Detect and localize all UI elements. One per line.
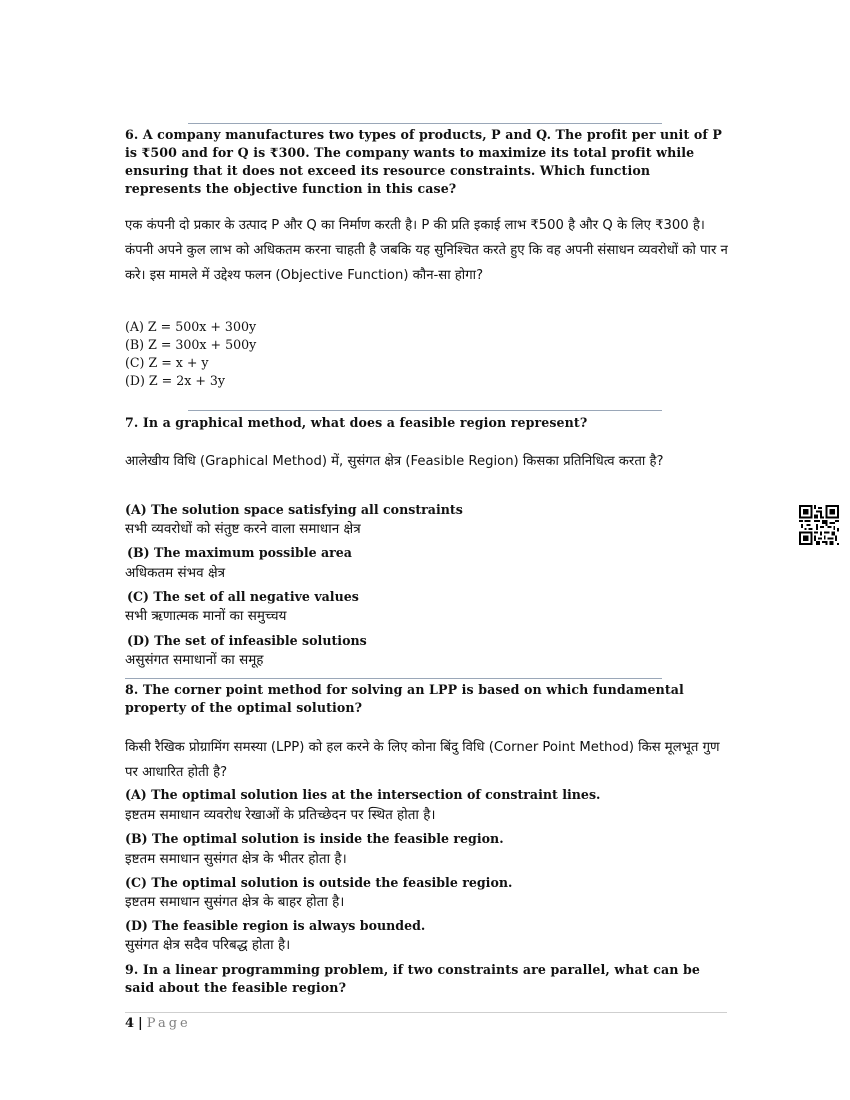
question-8-option-d-hindi: सुसंगत क्षेत्र सदैव परिबद्ध होता है।: [125, 937, 291, 953]
question-6-option-c: (C) Z = x + y: [125, 355, 209, 370]
question-7-hindi: आलेखीय विधि (Graphical Method) में, सुसंगत क्षेत्र (Feasible Region) किसका प्रतिनिधित्व करता है?: [125, 454, 664, 469]
question-6-english: 6. A company manufactures two types of products, P and Q. The profit per unit of P is ₹500 and for Q is ₹300. The company wants to maximize its total profit while ensuring that it does not exceed its resource constraints. Which function represents the objective function in this case?: [125, 127, 722, 196]
question-8-hindi: किसी रैखिक प्रोग्रामिंग समस्या (LPP) को हल करने के लिए कोना बिंदु विधि (Corner Point Method) किस मूलभूत गुण पर आधारित होती है?: [125, 740, 720, 780]
divider: [188, 410, 662, 411]
question-7-option-d: (D) The set of infeasible solutions: [127, 633, 367, 648]
divider: [188, 123, 662, 124]
question-7-option-d-hindi: असुसंगत समाधानों का समूह: [125, 652, 264, 668]
question-8-option-a-hindi: इष्टतम समाधान व्यवरोध रेखाओं के प्रतिच्छेदन पर स्थित होता है।: [125, 807, 436, 823]
question-7-option-a-hindi: सभी व्यवरोधों को संतुष्ट करने वाला समाधान क्षेत्र: [125, 521, 361, 537]
page-label: Page: [146, 1016, 191, 1031]
question-7-option-b: (B) The maximum possible area: [127, 545, 352, 560]
page-footer: [125, 1016, 191, 1031]
question-6-option-b: (B) Z = 300x + 500y: [125, 337, 257, 352]
question-8-option-c-hindi: इष्टतम समाधान सुसंगत क्षेत्र के बाहर होता है।: [125, 894, 345, 910]
question-7-option-a: (A) The solution space satisfying all constraints: [125, 502, 463, 517]
divider: [125, 678, 662, 679]
question-7-option-c: (C) The set of all negative values: [127, 589, 359, 604]
question-8-option-a: (A) The optimal solution lies at the intersection of constraint lines.: [125, 787, 601, 802]
question-7-option-c-hindi: सभी ऋणात्मक मानों का समुच्चय: [125, 608, 287, 624]
question-8-option-b-hindi: इष्टतम समाधान सुसंगत क्षेत्र के भीतर होता है।: [125, 851, 347, 867]
question-8-english: 8. The corner point method for solving an LPP is based on which fundamental property of the optimal solution?: [125, 682, 684, 715]
qr-code-icon: [799, 505, 839, 545]
question-8-option-d: (D) The feasible region is always bounded.: [125, 918, 426, 933]
question-8-option-b: (B) The optimal solution is inside the feasible region.: [125, 831, 504, 846]
question-8-option-c: (C) The optimal solution is outside the feasible region.: [125, 875, 513, 890]
footer-separator: |: [138, 1016, 143, 1031]
question-7-option-b-hindi: अधिकतम संभव क्षेत्र: [125, 565, 226, 581]
question-7-english: 7. In a graphical method, what does a feasible region represent?: [125, 415, 588, 430]
question-6-hindi: एक कंपनी दो प्रकार के उत्पाद P और Q का निर्माण करती है। P की प्रति इकाई लाभ ₹500 है और Q के लिए ₹300 है। कंपनी अपने कुल लाभ को अधिकतम करना चाहती है जबकि यह सुनिश्चित करते हुए कि वह अपनी संसाधन व्यवरोधों को पार न करे। इस मामले में उद्देश्य फलन (Objective Function) कौन-सा होगा?: [125, 218, 728, 283]
footer-divider: [125, 1012, 727, 1013]
page-number: 4: [125, 1016, 135, 1031]
question-9-english: 9. In a linear programming problem, if two constraints are parallel, what can be said about the feasible region?: [125, 962, 701, 995]
question-6-option-d: (D) Z = 2x + 3y: [125, 373, 226, 388]
question-6-option-a: (A) Z = 500x + 300y: [125, 319, 257, 334]
